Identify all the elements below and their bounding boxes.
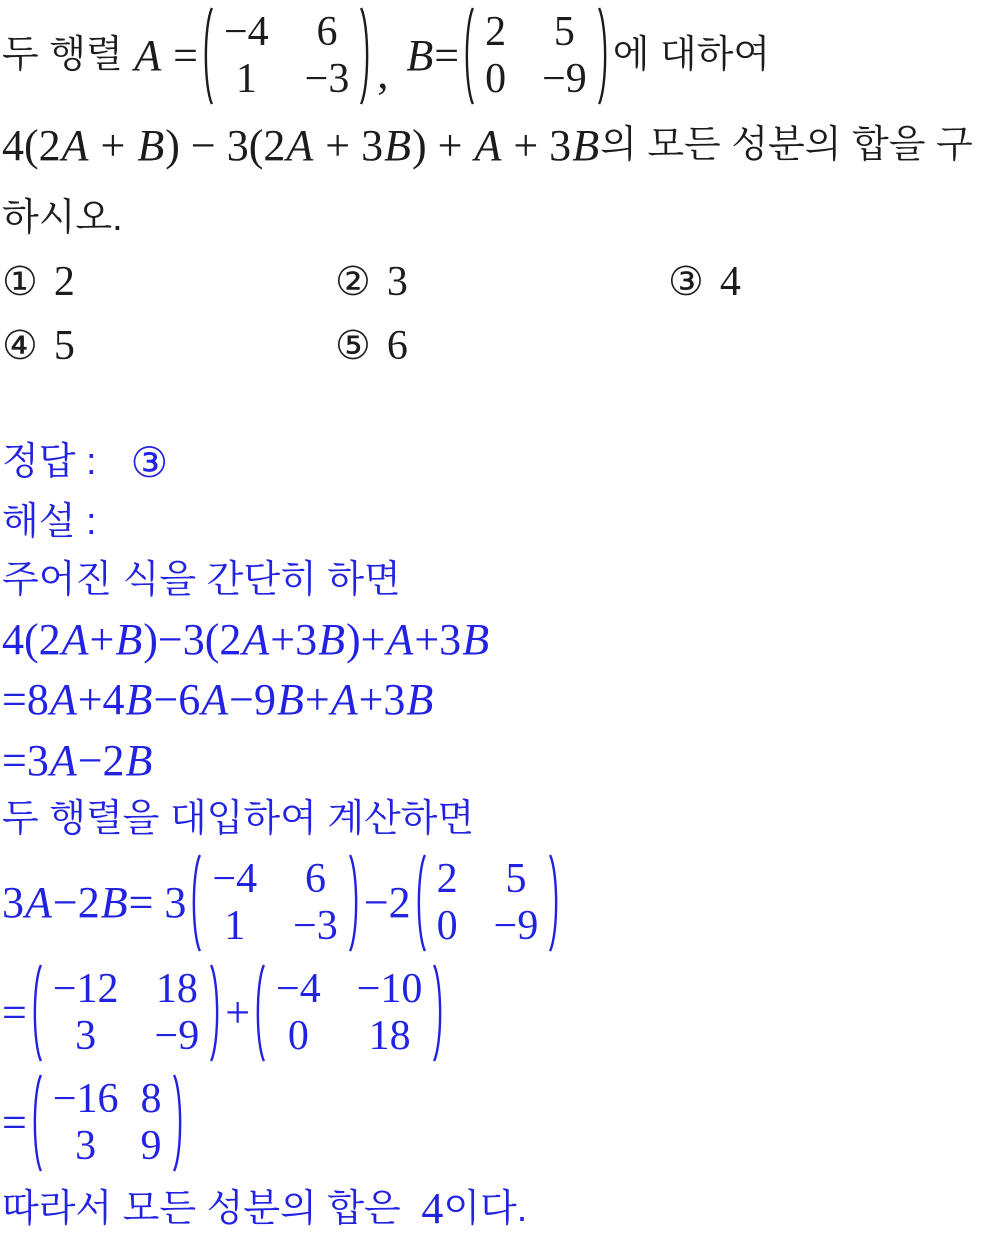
matrix-cell: 3 xyxy=(75,1123,97,1170)
intro-suffix: 에 대하여 xyxy=(612,34,771,77)
problem-tail-line xyxy=(2,196,993,242)
solution-expr1-line xyxy=(2,616,993,664)
right-paren-icon xyxy=(348,853,362,953)
matrix-cell: 2 xyxy=(436,856,458,903)
matrix-b-cells xyxy=(475,6,597,106)
matrix-cell: 18 xyxy=(155,966,198,1013)
calc-line-2 xyxy=(2,963,993,1063)
matrix-cell: 9 xyxy=(140,1123,162,1170)
choice-4-value: 5 xyxy=(53,322,75,369)
right-paren-icon xyxy=(359,6,373,106)
matrix-a xyxy=(188,853,361,953)
matrix-cell: −9 xyxy=(154,1013,200,1060)
matrix-cell: 2 xyxy=(485,8,507,55)
matrix-cell: 0 xyxy=(485,56,507,102)
explanation-label-line xyxy=(2,500,993,546)
matrix-a xyxy=(200,6,373,106)
choice-3[interactable] xyxy=(668,258,993,306)
calc2-eq: = xyxy=(2,988,27,1038)
matrix-cell: −4 xyxy=(212,856,258,903)
choice-1-value: 2 xyxy=(53,258,75,305)
matrix-a-label: A = xyxy=(134,30,198,80)
matrix-cell: −3 xyxy=(293,903,338,950)
matrix-cell: 1 xyxy=(224,903,246,950)
answer-label: 정답 : xyxy=(2,441,97,484)
matrix-3a xyxy=(29,963,223,1063)
matrix-a-cells xyxy=(202,853,347,953)
calc3-eq: = xyxy=(2,1098,27,1148)
choice-2-marker: ② xyxy=(335,258,371,304)
matrix-cell: 6 xyxy=(304,856,326,903)
matrix-cell: −9 xyxy=(542,56,587,102)
conclusion-value: 4 xyxy=(421,1184,444,1234)
choice-5-marker: ⑤ xyxy=(335,322,371,368)
matrix-cell: 5 xyxy=(553,8,575,55)
choice-4-marker: ④ xyxy=(2,322,38,368)
solution-expr3-line xyxy=(2,737,993,785)
problem-expression: 4(2A + B) − 3(2A + 3B) + A + 3B xyxy=(2,121,600,170)
matrix-b-cells xyxy=(427,853,549,953)
matrix-cell: −16 xyxy=(52,1076,119,1123)
right-paren-icon xyxy=(597,6,611,106)
right-paren-icon xyxy=(548,853,562,953)
substitute-intro-line xyxy=(2,797,993,843)
calc-line-1 xyxy=(2,853,993,953)
choice-1-marker: ① xyxy=(2,258,38,304)
choice-5[interactable] xyxy=(335,322,668,370)
matrix-cell: −12 xyxy=(52,966,119,1013)
right-paren-icon xyxy=(209,963,223,1063)
matrix-cell: 18 xyxy=(368,1013,411,1060)
calc-line-3 xyxy=(2,1073,993,1173)
question-tail: 하시오. xyxy=(2,197,123,240)
matrix-cell: 5 xyxy=(505,856,527,903)
matrix-3a-cells xyxy=(43,963,209,1063)
matrix-b xyxy=(413,853,563,953)
matrix-cell: 8 xyxy=(140,1076,162,1123)
matrix-cell: 0 xyxy=(287,1013,309,1060)
expression-suffix: 의 모든 성분의 합을 구 xyxy=(600,124,973,167)
matrix-cell: −4 xyxy=(276,966,321,1013)
choice-3-marker: ③ xyxy=(668,258,704,304)
left-paren-icon xyxy=(252,963,266,1063)
simplify-intro: 주어진 식을 간단히 하면 xyxy=(2,559,401,602)
solution-expr2: =8A+4B−6A−9B+A+3B xyxy=(2,675,434,725)
choice-1[interactable] xyxy=(2,258,335,306)
problem-expression-line xyxy=(2,122,993,170)
answer-value: ③ xyxy=(130,440,169,487)
choice-3-value: 4 xyxy=(719,258,741,305)
matrix-cell: −9 xyxy=(493,903,539,950)
matrix-cell: 6 xyxy=(316,8,338,55)
answer-line xyxy=(2,438,993,488)
calc2-op: + xyxy=(225,988,251,1038)
matrix-cell: −4 xyxy=(223,8,269,55)
explanation-label: 해설 : xyxy=(2,501,97,544)
solution-expr2-line xyxy=(2,676,993,724)
matrix-a-cells xyxy=(214,6,359,106)
choice-4[interactable] xyxy=(2,322,335,370)
comma: , xyxy=(377,48,389,98)
intro-prefix: 두 행렬 xyxy=(2,34,134,77)
calc1-lhs: 3A−2B= 3 xyxy=(2,877,187,927)
simplify-intro-line xyxy=(2,558,993,604)
conclusion-line xyxy=(2,1185,993,1233)
matrix-cell: 1 xyxy=(235,56,257,102)
choice-2[interactable] xyxy=(335,258,668,306)
matrix-minus-2b-cells xyxy=(266,963,432,1063)
matrix-b xyxy=(461,6,611,106)
matrix-cell: −10 xyxy=(356,966,423,1013)
problem-intro-line xyxy=(2,4,993,108)
solution-expr1: 4(2A+B)−3(2A+3B)+A+3B xyxy=(2,614,490,664)
matrix-minus-2b xyxy=(252,963,446,1063)
matrix-result xyxy=(29,1073,186,1173)
solution-section xyxy=(2,438,993,1234)
matrix-cell: 3 xyxy=(75,1013,97,1060)
conclusion-suffix: 이다. xyxy=(443,1187,528,1230)
right-paren-icon xyxy=(432,963,446,1063)
left-paren-icon xyxy=(188,853,202,953)
substitute-intro: 두 행렬을 대입하여 계산하면 xyxy=(2,798,475,841)
conclusion-prefix: 따라서 모든 성분의 합은 xyxy=(2,1187,412,1230)
left-paren-icon xyxy=(461,6,475,106)
matrix-b-label: B= xyxy=(406,30,460,80)
choice-2-value: 3 xyxy=(386,258,408,305)
left-paren-icon xyxy=(413,853,427,953)
choice-5-value: 6 xyxy=(386,322,408,369)
right-paren-icon xyxy=(172,1073,186,1173)
left-paren-icon xyxy=(200,6,214,106)
calc1-op: −2 xyxy=(363,877,411,927)
left-paren-icon xyxy=(29,963,43,1063)
matrix-result-cells xyxy=(43,1073,172,1173)
answer-choices xyxy=(2,258,993,370)
solution-expr3: =3A−2B xyxy=(2,735,153,785)
matrix-cell: 0 xyxy=(436,903,458,950)
matrix-cell: −3 xyxy=(304,56,350,102)
left-paren-icon xyxy=(29,1073,43,1173)
